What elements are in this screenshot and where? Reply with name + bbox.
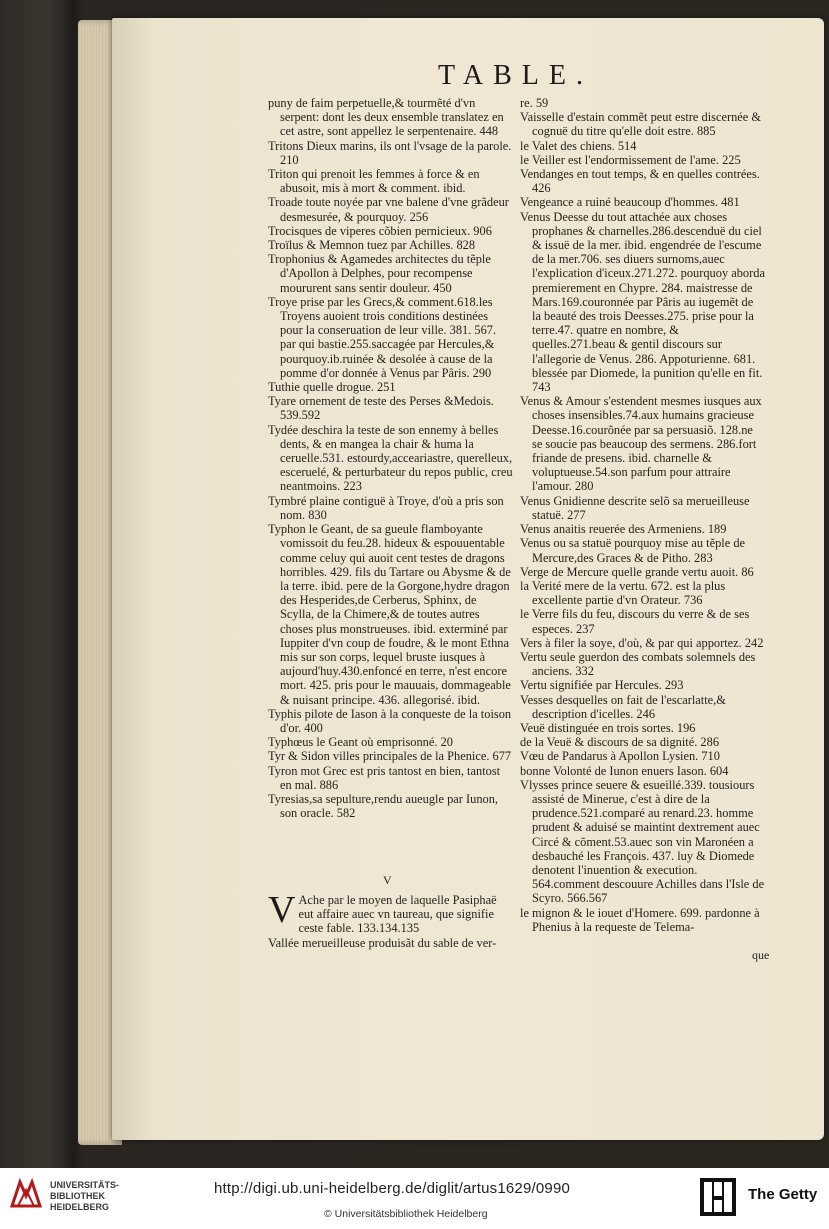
right-column [520,96,765,934]
index-entry: Vaisselle d'estain commẽt peut estre discernée & cognuë du titre qu'elle doit estre. 885 [520,110,762,139]
index-entry: Tritons Dieux marins, ils ont l'vsage de la parole. 210 [268,138,512,167]
index-entry: la Verité mere de la vertu. 672. est la plus excellente partie d'vn Orateur. 736 [520,578,726,608]
index-entry: Venus Gnidienne descrite selõ sa merueilleuse statuë. 277 [520,493,750,522]
university-library-logo-icon [8,1176,44,1212]
index-entry: Venus anaitis reuerée des Armeniens. 189 [520,522,727,537]
index-entry: Vengeance a ruiné beaucoup d'hommes. 481 [520,195,740,210]
index-entry: Trocisques de viperes cõbien pernicieux. 906 [268,223,492,238]
permalink-url[interactable]: http://digi.ub.uni-heidelberg.de/diglit/artus1629/0990 [214,1180,571,1197]
index-entry: Tydée deschira la teste de son ennemy à belles dents, & en mangea la chair & huma la ceruelle.531. estourdy,acceariastre, querelleux, esceruelé, & perturbateur du repos public, creu neantmoins. 223 [268,422,513,494]
index-entry: re. 59 [520,96,549,110]
getty-label: The Getty [748,1186,818,1203]
index-entry: Vertu seule guerdon des combats solemnels des anciens. 332 [520,649,756,679]
copyright-notice: © Universitätsbibliothek Heidelberg [324,1208,488,1220]
index-entry: Tyresias,sa sepulture,rendu aueugle par Iunon, son oracle. 582 [268,791,499,821]
library-name-line: BIBLIOTHEK [50,1191,105,1201]
library-name-line: HEIDELBERG [50,1202,110,1212]
index-entry: Tuthie quelle drogue. 251 [268,380,396,395]
index-entry: Vesses desquelles on fait de l'escarlatte,& description d'icelles. 246 [520,692,726,721]
index-entry: de la Veuë & discours de sa dignité. 286 [520,735,720,750]
index-entry: Troade toute noyée par vne balene d'vne grãdeur desmesurée, & pourquoy. 256 [268,195,509,224]
index-entry: bonne Volonté de Iunon enuers Iason. 604 [520,763,729,778]
dropcap: V [268,889,296,931]
index-entry: Vertu signifiée par Hercules. 293 [520,678,684,693]
index-entry: Tyron mot Grec est pris tantost en bien, tantost en mal. 886 [268,763,501,792]
index-entry: le Veiller est l'endormissement de l'ame. 225 [520,152,741,167]
getty-logo-icon [700,1178,736,1216]
v-section [268,889,513,950]
index-entry: le Verre fils du feu, discours du verre & de ses especes. 237 [520,607,750,636]
page-title: TABLE. [438,60,593,91]
index-entry: le mignon & le iouet d'Homere. 699. pardonne à Phenius à la requeste de Telema- [520,905,760,934]
index-entry: Vlysses prince seuere & esueillé.339. tousiours assisté de Minerue, c'est à dire de la prudence.521.comparé au renard.23. homme prudent & aduisé se maintint dextrement auec Circé & cõment.53.auec son vin Maronéen a desbauché les François. 437. luy & Diomede denotent l'inuention & execution. 564.comment descouure Achilles dans l'Isle de Scyro. 566.567 [520,777,765,906]
library-name-line: UNIVERSITÄTS- [50,1180,120,1190]
index-entry: Vœu de Pandarus à Apollon Lysien. 710 [520,749,720,764]
index-entry: Troye prise par les Grecs,& comment.618.les Troyens auoient trois conditions destinées pour la conseruation de leur ville. 381. 567. par qui bastie.255.saccagée par Hercules,& pourquoy.ib.ruinée & desolée à cause de la pomme d'or donnée à Venus par Pâris. 290 [268,294,497,380]
index-entry: Vallée merueilleuse produisãt du sable de ver- [268,935,497,950]
index-entry: Venus ou sa statuë pourquoy mise au tẽple de Mercure,des Graces & de Pitho. 283 [520,536,746,565]
index-entry: Ache par le moyen de laquelle Pasiphaë eut affaire auec vn taureau, que signifie ceste fable. 133.134.135 [298,893,497,936]
index-entry: Typhœus le Geant où emprisonné. 20 [268,735,453,750]
index-entry: Troïlus & Memnon tuez par Achilles. 828 [268,238,476,253]
index-entry: Typhon le Geant, de sa gueule flamboyante vomissoit du feu.28. hideux & espouuentable comme celuy qui auoit cent testes de dragons horribles. 429. fils du Tartare ou Abysme & de la terre. ibid. pere de la Gorgone,hydre dragon des Hesperides,de Cerberus, Sphinx, de Scylla, de la Chimere,& de toutes autres choses plus monstrueuses. ibid. exterminé par Iuppiter d'vn coup de foudre, & le mont Ethna mis sur son corps, lequel bruste iusques à aujourd'huy.430.enfoncé en terre, n'est encore mort. 425. pris pour le mauuais, dommageable & nuisant principe. 436. allegorisé. ibid. [268,522,511,707]
viewer-footer [0,1168,829,1229]
index-entry: Venus & Amour s'estendent mesmes iusques aux choses insensibles.74.aux humains gracieuse Deesse.16.courõnée par sa persuasiõ. 128.ne se soucie pas beaucoup des sermens. 286.fort friande de presens. ibid. charnelle & voluptueuse.54.son parfum pour attraire l'amour. 280 [520,394,762,494]
left-column [268,96,513,820]
index-entry: Triton qui prenoit les femmes à force & en abusoit, mis à mort & comment. ibid. [268,167,480,196]
library-name [50,1180,119,1213]
index-entry: Vers à filer la soye, d'où, & par qui apportez. 242 [520,635,764,650]
index-entry: Vendanges en tout temps, & en quelles contrées. 426 [520,167,760,196]
index-entry: Tyr & Sidon villes principales de la Phenice. 677 [268,749,512,764]
section-letter: V [383,873,392,887]
index-entry: le Valet des chiens. 514 [520,138,637,153]
index-entry: Trophonius & Agamedes architectes du tẽple d'Apollon à Delphes, pour recompense moururent sans sentir douleur. 450 [268,252,491,295]
index-entry: puny de faim perpetuelle,& tourmẽté d'vn serpent: dont les deux ensemble translatez en cet astre, sont appellez le serpentenaire. 448 [268,96,504,139]
index-entry: Tyare ornement de teste des Perses &Medois. 539.592 [268,394,494,423]
index-entry: Veuë distinguée en trois sortes. 196 [520,720,696,735]
catchword: que [752,948,770,962]
index-entry: Typhis pilote de Iason à la conqueste de la toison d'or. 400 [268,706,512,735]
index-entry: Verge de Mercure quelle grande vertu auoit. 86 [520,564,754,579]
index-entry: Tymbré plaine contiguë à Troye, d'où a pris son nom. 830 [268,493,504,522]
index-entry: Venus Deesse du tout attachée aux choses prophanes & charnelles.286.descenduë du ciel & issuë de la mer. ibid. engendrée de l'escume de la mer.706. ses diuers surnoms,auec l'explication d'iceux.271.272. pourquoy aborda premierement en Chypre. 284. maistresse de Mars.169.couronnée par Pâris au iugemẽt de la beauté des trois Deesses.275. prise pour la terre.47. quatre en nombre, & quelles.271.beau & gentil discours sur l'allegorie de Venus. 286. Appoturienne. 681. blessée par Diomede, la punition qu'elle en fit. 743 [520,209,765,395]
